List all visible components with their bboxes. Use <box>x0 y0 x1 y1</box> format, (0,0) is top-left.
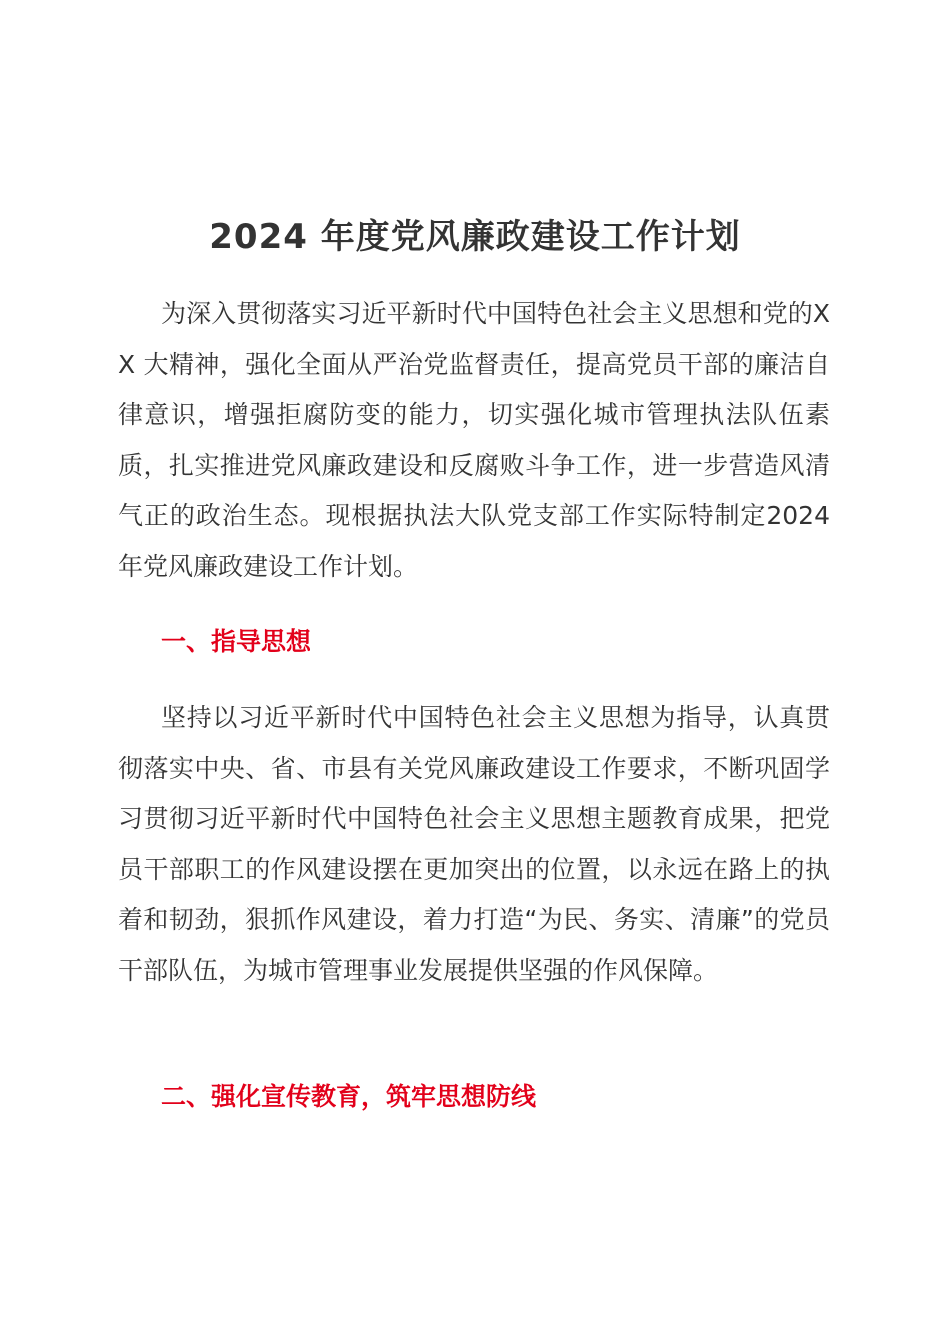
section-heading-publicity-education: 二、强化宣传教育，筑牢思想防线 <box>161 1082 537 1111</box>
section-paragraph-guiding-ideology: 坚持以习近平新时代中国特色社会主义思想为指导，认真贯彻落实中央、省、市县有关党风廉政建设工作要求，不断巩固学习贯彻习近平新时代中国特色社会主义思想主题教育成果，把党员干部职工的作风建设摆在更加突出的位置，以永远在路上的执着和韧劲，狠抓作风建设，着力打造“为民、务实、清廉”的党员干部队伍，为城市管理事业发展提供坚强的作风保障。 <box>118 703 830 985</box>
section-heading-guiding-ideology: 一、指导思想 <box>161 627 312 656</box>
document-title: 2024 年度党风廉政建设工作计划 <box>209 217 741 257</box>
intro-paragraph: 为深入贯彻落实习近平新时代中国特色社会主义思想和党的XX 大精神，强化全面从严治党监督责任，提高党员干部的廉洁自律意识，增强拒腐防变的能力，切实强化城市管理执法队伍素质，扎实推进党风廉政建设和反腐败斗争工作，进一步营造风清气正的政治生态。现根据执法大队党支部工作实际特制定2024 年党风廉政建设工作计划。 <box>118 299 830 581</box>
